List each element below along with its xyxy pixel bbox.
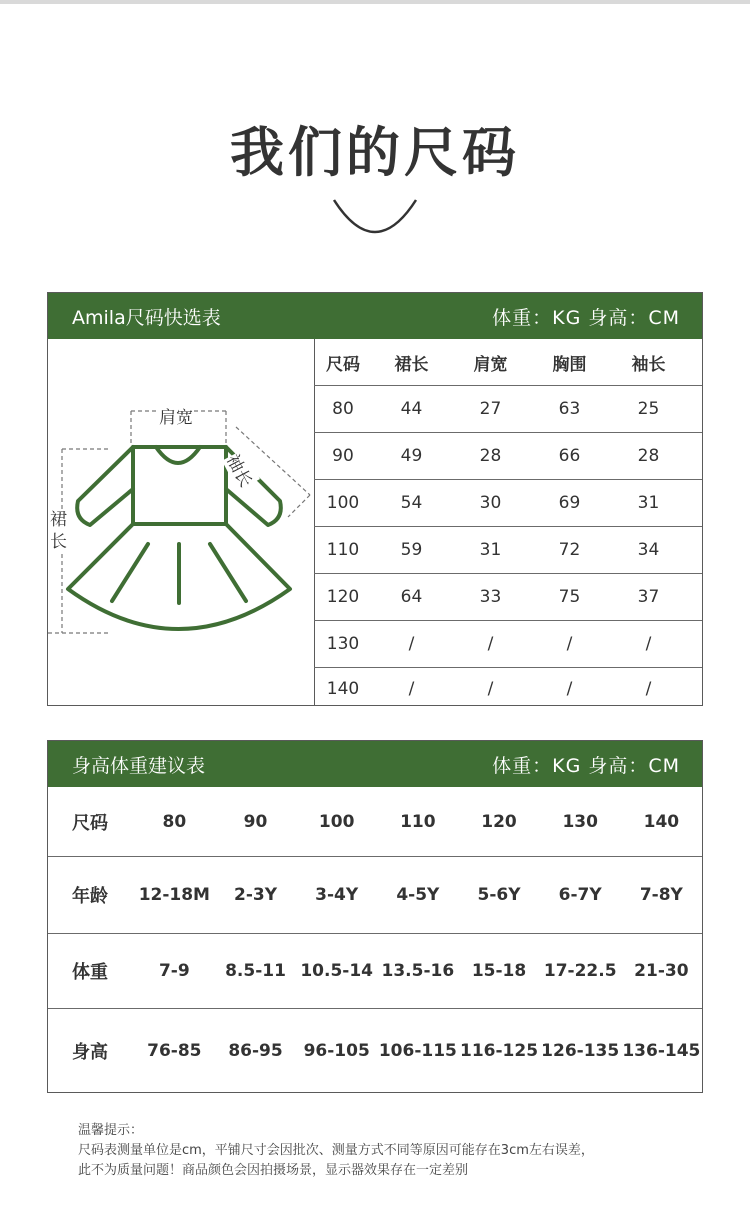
table-cell: 8.5-11 [225, 961, 286, 981]
advice-grid [48, 787, 702, 1092]
table-row [48, 787, 702, 857]
table-cell: 86-95 [228, 1040, 283, 1061]
advice-table-units: 体重：KG 身高：CM [492, 754, 680, 777]
table-cell: 12-18M [138, 885, 210, 905]
table-cell: 28 [479, 446, 502, 466]
table-cell: 116-125 [460, 1040, 539, 1061]
table-cell: 30 [479, 493, 502, 513]
table-cell: 100 [326, 493, 360, 513]
dress-illustration [48, 339, 314, 705]
table-cell: 15-18 [471, 961, 527, 981]
table-cell: / [408, 678, 415, 699]
notes-line-2: 此不为质量问题！商品颜色会因拍摄场景，显示器效果存在一定差别 [78, 1163, 469, 1178]
table-cell: 7-9 [158, 961, 190, 981]
table-row [314, 621, 702, 668]
table-cell: 5-6Y [477, 885, 521, 905]
table-cell: 21-30 [634, 961, 689, 981]
column-header: 肩宽 [473, 354, 508, 375]
quick-size-grid [314, 339, 702, 709]
smile-icon [330, 196, 420, 238]
table-cell: 33 [479, 587, 502, 607]
page-title: 我们的尺码 [230, 121, 520, 184]
table-cell: 6-7Y [558, 885, 602, 905]
table-row [314, 668, 702, 709]
table-cell: 49 [400, 446, 423, 466]
table-row [314, 480, 702, 527]
table-cell: / [566, 634, 573, 654]
table-row [48, 1009, 702, 1092]
row-label: 体重 [72, 962, 108, 983]
table-cell: / [487, 678, 494, 699]
quick-table-header-row [314, 339, 702, 386]
quick-table-title: Amila尺码快选表 [72, 306, 221, 329]
table-cell: 106-115 [378, 1040, 457, 1061]
quick-table-units: 体重：KG 身高：CM [492, 306, 680, 329]
table-cell: 120 [481, 811, 517, 832]
row-label: 身高 [72, 1041, 108, 1063]
table-cell: 25 [637, 399, 660, 419]
table-cell: 13.5-16 [381, 961, 455, 981]
table-row [314, 433, 702, 480]
table-cell: 100 [318, 811, 355, 832]
table-cell: 10.5-14 [300, 961, 374, 981]
table-cell: 4-5Y [396, 885, 440, 905]
table-row [314, 527, 702, 574]
table-cell: 80 [162, 811, 187, 832]
notes-heading: 温馨提示： [78, 1123, 144, 1138]
table-cell: 110 [326, 540, 360, 560]
table-cell: 31 [479, 540, 502, 560]
table-row [48, 857, 702, 934]
table-cell: 27 [479, 399, 502, 419]
table-cell: / [645, 634, 652, 654]
table-cell: 54 [400, 493, 423, 513]
table-row [48, 934, 702, 1009]
table-cell: 75 [558, 587, 581, 607]
table-cell: 80 [332, 399, 354, 419]
row-label: 尺码 [72, 812, 108, 834]
table-cell: 17-22.5 [543, 961, 617, 981]
table-cell: 34 [637, 540, 660, 560]
table-cell: / [566, 678, 573, 699]
table-cell: 44 [400, 399, 423, 419]
column-header: 尺码 [326, 354, 360, 375]
table-row [314, 574, 702, 621]
advice-table-title: 身高体重建议表 [72, 754, 206, 777]
notes-line-1: 尺码表测量单位是cm，平铺尺寸会因批次、测量方式不同等原因可能存在3cm左右误差， [78, 1143, 594, 1158]
table-cell: / [408, 634, 415, 654]
table-cell: 120 [326, 587, 360, 607]
quick-size-table [47, 292, 703, 706]
row-label: 年龄 [72, 886, 108, 907]
table-cell: 130 [326, 634, 360, 654]
table-cell: 130 [562, 811, 598, 832]
table-cell: 140 [643, 811, 680, 832]
table-cell: 72 [558, 540, 581, 560]
table-cell: 2-3Y [233, 885, 278, 905]
advice-table-header [48, 741, 702, 787]
notes [78, 1121, 594, 1181]
quick-table-header [48, 293, 702, 339]
column-header: 袖长 [631, 354, 666, 375]
table-cell: / [487, 634, 494, 654]
table-cell: 76-85 [147, 1040, 202, 1061]
table-row [314, 386, 702, 433]
table-cell: 69 [558, 493, 581, 513]
height-weight-table [47, 740, 703, 1093]
dress-measurement-figure [48, 339, 315, 705]
shoulder-label: 肩宽 [159, 403, 193, 428]
column-header: 胸围 [552, 354, 587, 375]
table-cell: 110 [400, 811, 436, 832]
top-divider [0, 0, 750, 4]
table-cell: 28 [637, 446, 660, 466]
table-cell: 59 [400, 540, 423, 560]
table-cell: 96-105 [303, 1040, 370, 1061]
table-cell: 3-4Y [315, 885, 359, 905]
table-cell: / [645, 678, 652, 699]
sleeve-label: 袖长 [222, 449, 260, 491]
table-cell: 90 [243, 811, 268, 832]
table-cell: 136-145 [622, 1040, 701, 1061]
table-cell: 126-135 [541, 1040, 620, 1061]
skirt-length-label: 裙长 [50, 509, 70, 553]
table-cell: 63 [558, 399, 581, 419]
table-cell: 31 [637, 493, 660, 513]
table-cell: 7-8Y [639, 885, 683, 905]
table-cell: 90 [332, 446, 354, 466]
table-cell: 140 [326, 678, 360, 699]
table-cell: 64 [400, 587, 423, 607]
column-header: 裙长 [394, 354, 429, 375]
table-cell: 66 [558, 446, 581, 466]
table-cell: 37 [637, 587, 660, 607]
